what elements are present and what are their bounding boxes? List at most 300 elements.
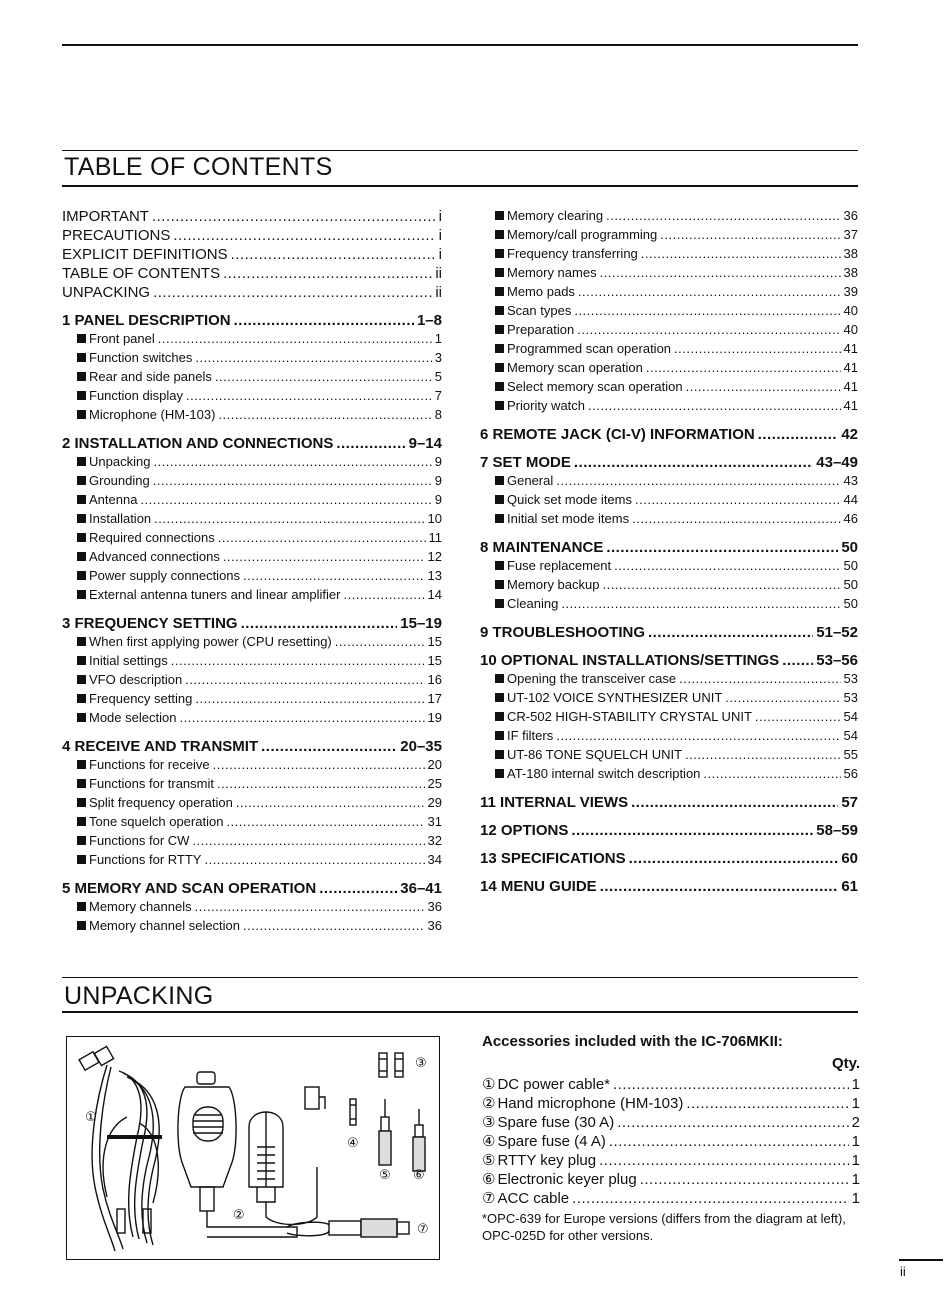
toc-entry-ut-102-voice-synthesizer-unit [480,690,858,709]
toc-entry-page: 19 [427,710,442,725]
toc-entry-power-supply-connections [62,568,442,587]
toc-entry-page: 50 [843,596,858,611]
toc-entry-label: 8 MAINTENANCE [480,539,604,556]
toc-entry-grounding [62,473,442,492]
dc-power-cable-drawing [79,1046,162,1251]
leader-dots [226,814,424,829]
accessory-label: RTTY key plug [497,1152,597,1169]
leader-dots [629,850,839,867]
toc-entry-front-panel [62,331,442,350]
toc-entry-page: 31 [427,814,442,829]
toc-entry-page: 38 [843,246,858,261]
toc-entry-label: 11 INTERNAL VIEWS [480,794,629,811]
leader-dots [243,918,425,933]
accessory-qty: 1 [851,1133,860,1150]
acc-cable-drawing [287,1219,409,1237]
toc-entry-frequency-transferring [480,246,858,265]
leader-dots [686,1095,848,1112]
toc-entry-label: Quick set mode items [507,492,632,507]
accessory-item-acc-cable [482,1189,860,1208]
leader-dots [173,227,435,244]
figure-label-6: ⑥ [413,1168,425,1183]
accessories-items [482,1075,860,1208]
accessory-qty: 1 [851,1076,860,1093]
toc-entry-rear-and-side-panels [62,369,442,388]
toc-entry-page: ii [435,284,442,301]
toc-entry-page: i [438,227,442,244]
toc-left-column [62,208,442,937]
accessories-drawing [67,1037,439,1259]
toc-entry-label: 5 MEMORY AND SCAN OPERATION [62,880,317,897]
toc-entry-label: Installation [89,511,152,526]
toc-entry-function-switches [62,350,442,369]
bullet-icon [77,353,86,362]
toc-entry-label: Frequency setting [89,691,193,706]
toc-entry-advanced-connections [62,549,442,568]
toc-entry-page: 9 [434,492,442,507]
toc-entry-page: 44 [843,492,858,507]
toc-entry-page: 10 [427,511,442,526]
toc-entry-page: i [438,208,442,225]
toc-entry-page: 5 [434,369,442,384]
leader-dots [703,766,840,781]
toc-entry-frequency-setting [62,691,442,710]
toc-entry-label: Initial set mode items [507,511,630,526]
leader-dots [679,671,840,686]
figure-label-1: ① [85,1110,97,1125]
leader-dots [602,577,840,592]
toc-entry-at-180-internal-switch-description [480,766,858,785]
accessory-number: ① [482,1076,496,1093]
bullet-icon [77,656,86,665]
bullet-icon [77,410,86,419]
toc-entry-8-maintenance [480,539,858,558]
toc-entry-label: IMPORTANT [62,208,149,225]
toc-entry-page: 15 [427,653,442,668]
toc-entry-fuse-replacement [480,558,858,577]
toc-entry-memory-channels [62,899,442,918]
leader-dots [609,1133,849,1150]
accessory-item-electronic-keyer-plug [482,1170,860,1189]
toc-entry-label: Memory names [507,265,597,280]
toc-entry-label: Memory channels [89,899,192,914]
toc-entry-page: 57 [841,794,858,811]
accessory-qty: 1 [851,1152,860,1169]
toc-entry-explicit-definitions [62,246,442,265]
toc-entry-function-display [62,388,442,407]
toc-entry-label: Memory clearing [507,208,604,223]
bullet-icon [495,693,504,702]
toc-entry-14-menu-guide [480,878,858,897]
toc-entry-page: 36 [427,899,442,914]
leader-dots [648,624,813,641]
toc-entry-label: 12 OPTIONS [480,822,569,839]
toc-entry-external-antenna-tuners-and-linear-amplifier [62,587,442,606]
bullet-icon [77,552,86,561]
toc-title-rule-top [62,150,858,151]
toc-entry-label: Initial settings [89,653,168,668]
leader-dots [217,776,425,791]
toc-entry-page: 50 [843,577,858,592]
toc-entry-page: 14 [427,587,442,602]
spare-fuse-30a-drawing [379,1053,403,1077]
toc-entry-page: 20 [427,757,442,772]
bullet-icon [495,306,504,315]
leader-dots [213,757,425,772]
figure-label-7: ⑦ [417,1222,429,1237]
qty-header: Qty. [831,1055,860,1072]
toc-entry-label: 2 INSTALLATION AND CONNECTIONS [62,435,334,452]
leader-dots [632,511,840,526]
toc-entry-label: Memory/call programming [507,227,658,242]
accessory-number: ④ [482,1133,496,1150]
leader-dots [606,539,838,556]
leader-dots [617,1114,848,1131]
toc-entry-page: 50 [843,558,858,573]
accessory-number: ⑥ [482,1171,496,1188]
accessory-label: Electronic keyer plug [497,1171,637,1188]
toc-entry-label: TABLE OF CONTENTS [62,265,221,282]
toc-title: TABLE OF CONTENTS [64,153,333,181]
toc-entry-4-receive-and-transmit [62,738,442,757]
toc-entry-preparation [480,322,858,341]
leader-dots [336,435,405,452]
toc-entry-page: 41 [843,398,858,413]
toc-entry-page: 43–49 [816,454,858,471]
bullet-icon [77,372,86,381]
toc-entry-cleaning [480,596,858,615]
toc-entry-3-frequency-setting [62,615,442,634]
bullet-icon [495,325,504,334]
leader-dots [600,265,841,280]
leader-dots [755,709,841,724]
toc-entry-ut-86-tone-squelch-unit [480,747,858,766]
toc-entry-label: Required connections [89,530,215,545]
toc-entry-7-set-mode [480,454,858,473]
toc-entry-page: 41 [843,360,858,375]
toc-entry-page: 16 [427,672,442,687]
bullet-icon [77,533,86,542]
bullet-icon [77,836,86,845]
bullet-icon [495,344,504,353]
toc-entry-label: Opening the transceiver case [507,671,677,686]
toc-entry-9-troubleshooting [480,624,858,643]
toc-entry-when-first-applying-power-cpu-resetting [62,634,442,653]
toc-entry-label: Mode selection [89,710,177,725]
leader-dots [335,634,425,649]
bullet-icon [495,249,504,258]
toc-entry-page: 1–8 [416,312,442,329]
leader-dots [600,878,839,895]
leader-dots [782,652,813,669]
toc-entry-page: 46 [843,511,858,526]
bullet-icon [495,363,504,372]
toc-entry-page: 36–41 [400,880,442,897]
toc-entry-page: 25 [427,776,442,791]
toc-entry-label: 4 RECEIVE AND TRANSMIT [62,738,259,755]
leader-dots [231,246,436,263]
toc-entry-initial-settings [62,653,442,672]
leader-dots [140,492,431,507]
toc-entry-label: Unpacking [89,454,151,469]
toc-entry-page: i [438,246,442,263]
toc-entry-page: 53 [843,671,858,686]
toc-entry-page: 58–59 [816,822,858,839]
toc-entry-page: 20–35 [400,738,442,755]
toc-entry-label: UT-102 VOICE SYNTHESIZER UNIT [507,690,723,705]
toc-entry-label: Memo pads [507,284,575,299]
toc-entry-label: Tone squelch operation [89,814,224,829]
leader-dots [153,454,431,469]
toc-entry-functions-for-receive [62,757,442,776]
leader-dots [578,284,841,299]
toc-entry-page: 32 [427,833,442,848]
leader-dots [234,312,414,329]
leader-dots [243,568,425,583]
leader-dots [686,379,841,394]
toc-entry-microphone-hm-103 [62,407,442,426]
toc-entry-label: Antenna [89,492,138,507]
toc-entry-memory-scan-operation [480,360,858,379]
toc-entry-page: 9 [434,473,442,488]
unpacking-title-rule-bottom [62,1011,858,1013]
figure-label-2: ② [233,1208,245,1223]
toc-entry-memo-pads [480,284,858,303]
toc-entry-page: 15 [427,634,442,649]
leader-dots [674,341,841,356]
leader-dots [186,388,432,403]
leader-dots [572,1190,849,1207]
leader-dots [599,1152,849,1169]
leader-dots [204,852,424,867]
toc-entry-label: Memory backup [507,577,600,592]
leader-dots [241,615,398,632]
toc-entry-functions-for-cw [62,833,442,852]
toc-entry-label: Function display [89,388,183,403]
toc-entry-page: 37 [843,227,858,242]
accessory-item-rtty-key-plug [482,1151,860,1170]
accessory-number: ③ [482,1114,496,1131]
accessory-item-dc-power-cable [482,1075,860,1094]
leader-dots [319,880,397,897]
toc-entry-page: 40 [843,322,858,337]
unpacking-title: UNPACKING [64,982,214,1010]
toc-entry-label: AT-180 internal switch description [507,766,701,781]
toc-entry-page: 36 [843,208,858,223]
toc-entry-memory-names [480,265,858,284]
toc-entry-label: Functions for transmit [89,776,214,791]
toc-entry-5-memory-and-scan-operation [62,880,442,899]
leader-dots [261,738,397,755]
bullet-icon [495,514,504,523]
leader-dots [153,473,432,488]
leader-dots [195,350,431,365]
toc-entry-page: 50 [841,539,858,556]
toc-entry-page: 15–19 [400,615,442,632]
bullet-icon [495,580,504,589]
bullet-icon [77,571,86,580]
accessory-item-spare-fuse-4-a [482,1132,860,1151]
footer-rule [899,1259,943,1261]
toc-entry-page: 1 [434,331,442,346]
accessory-qty: 2 [851,1114,860,1131]
leader-dots [631,794,838,811]
accessory-item-spare-fuse-30-a [482,1113,860,1132]
toc-entry-quick-set-mode-items [480,492,858,511]
toc-entry-page: 38 [843,265,858,280]
accessory-number: ⑤ [482,1152,496,1169]
toc-entry-label: Priority watch [507,398,586,413]
toc-entry-label: External antenna tuners and linear amplifier [89,587,341,602]
bullet-icon [495,401,504,410]
bullet-icon [77,334,86,343]
toc-entry-mode-selection [62,710,442,729]
bullet-icon [77,760,86,769]
toc-entry-page: 53–56 [816,652,858,669]
toc-entry-select-memory-scan-operation [480,379,858,398]
leader-dots [574,303,840,318]
bullet-icon [495,769,504,778]
bullet-icon [495,476,504,485]
leader-dots [660,227,840,242]
toc-entry-functions-for-transmit [62,776,442,795]
leader-dots [613,1076,849,1093]
toc-entry-antenna [62,492,442,511]
toc-entry-precautions [62,227,442,246]
leader-dots [614,558,840,573]
leader-dots [641,246,841,261]
leader-dots [236,795,425,810]
toc-entry-11-internal-views [480,794,858,813]
toc-entry-page: ii [435,265,442,282]
leader-dots [218,407,431,422]
toc-entry-10-optional-installations-settings [480,652,858,671]
bullet-icon [77,902,86,911]
toc-entry-label: Programmed scan operation [507,341,672,356]
leader-dots [606,208,840,223]
leader-dots [195,899,425,914]
header-rule [62,44,858,46]
bullet-icon [77,637,86,646]
accessory-label: ACC cable [497,1190,570,1207]
toc-entry-label: EXPLICIT DEFINITIONS [62,246,228,263]
toc-entry-memory-backup [480,577,858,596]
toc-entry-label: 3 FREQUENCY SETTING [62,615,238,632]
toc-entry-page: 42 [841,426,858,443]
toc-entry-unpacking [62,284,442,303]
toc-entry-general [480,473,858,492]
toc-right-column [480,208,858,897]
toc-entry-unpacking [62,454,442,473]
accessory-item-hand-microphone-hm-103 [482,1094,860,1113]
toc-entry-label: Frequency transferring [507,246,638,261]
leader-dots [185,672,424,687]
toc-entry-label: PRECAUTIONS [62,227,171,244]
leader-dots [640,1171,849,1188]
bullet-icon [495,382,504,391]
bullet-icon [77,713,86,722]
toc-entry-page: 41 [843,379,858,394]
leader-dots [179,710,424,725]
toc-entry-page: 9–14 [408,435,442,452]
toc-entry-vfo-description [62,672,442,691]
toc-entry-page: 17 [427,691,442,706]
bullet-icon [77,495,86,504]
accessory-qty: 1 [851,1095,860,1112]
toc-entry-label: Power supply connections [89,568,241,583]
leader-dots [158,331,432,346]
leader-dots [223,265,432,282]
toc-entry-2-installation-and-connections [62,435,442,454]
toc-entry-required-connections [62,530,442,549]
toc-entry-label: 14 MENU GUIDE [480,878,597,895]
leader-dots [588,398,841,413]
toc-entry-page: 54 [843,709,858,724]
bullet-icon [495,268,504,277]
toc-entry-functions-for-rtty [62,852,442,871]
toc-entry-programmed-scan-operation [480,341,858,360]
leader-dots [646,360,841,375]
toc-entry-6-remote-jack-ci-v-information [480,426,858,445]
accessories-title: Accessories included with the IC-706MKII: [482,1033,783,1050]
bullet-icon [77,855,86,864]
leader-dots [725,690,840,705]
toc-entry-page: 54 [843,728,858,743]
toc-entry-label: 7 SET MODE [480,454,571,471]
toc-entry-label: 10 OPTIONAL INSTALLATIONS/SETTINGS [480,652,780,669]
leader-dots [218,530,426,545]
toc-entry-label: IF filters [507,728,554,743]
toc-entry-page: 56 [843,766,858,781]
accessory-label: Hand microphone (HM-103) [497,1095,684,1112]
toc-entry-tone-squelch-operation [62,814,442,833]
toc-entry-page: 8 [434,407,442,422]
toc-entry-label: When first applying power (CPU resetting) [89,634,332,649]
toc-title-rule-bottom [62,185,858,187]
toc-entry-label: Functions for RTTY [89,852,202,867]
toc-entry-page: 9 [434,454,442,469]
toc-entry-memory-channel-selection [62,918,442,937]
toc-entry-page: 51–52 [816,624,858,641]
toc-entry-label: 6 REMOTE JACK (CI-V) INFORMATION [480,426,755,443]
accessory-label: Spare fuse (4 A) [497,1133,606,1150]
toc-entry-label: Select memory scan operation [507,379,683,394]
toc-entry-table-of-contents [62,265,442,284]
accessory-number: ② [482,1095,496,1112]
bullet-icon [495,599,504,608]
toc-entry-installation [62,511,442,530]
toc-entry-label: Scan types [507,303,572,318]
accessory-label: DC power cable* [497,1076,611,1093]
accessories-list [482,1033,860,1244]
accessory-number: ⑦ [482,1190,496,1207]
bullet-icon [77,798,86,807]
bullet-icon [495,712,504,721]
bullet-icon [77,514,86,523]
toc-entry-label: Rear and side panels [89,369,212,384]
bullet-icon [77,590,86,599]
bullet-icon [495,731,504,740]
leader-dots [577,322,840,337]
toc-entry-label: Front panel [89,331,155,346]
accessory-qty: 1 [851,1190,860,1207]
toc-entry-label: Functions for receive [89,757,210,772]
hand-microphone-drawing [178,1072,325,1237]
toc-entry-label: UNPACKING [62,284,151,301]
leader-dots [556,728,840,743]
toc-entry-if-filters [480,728,858,747]
leader-dots [152,208,436,225]
